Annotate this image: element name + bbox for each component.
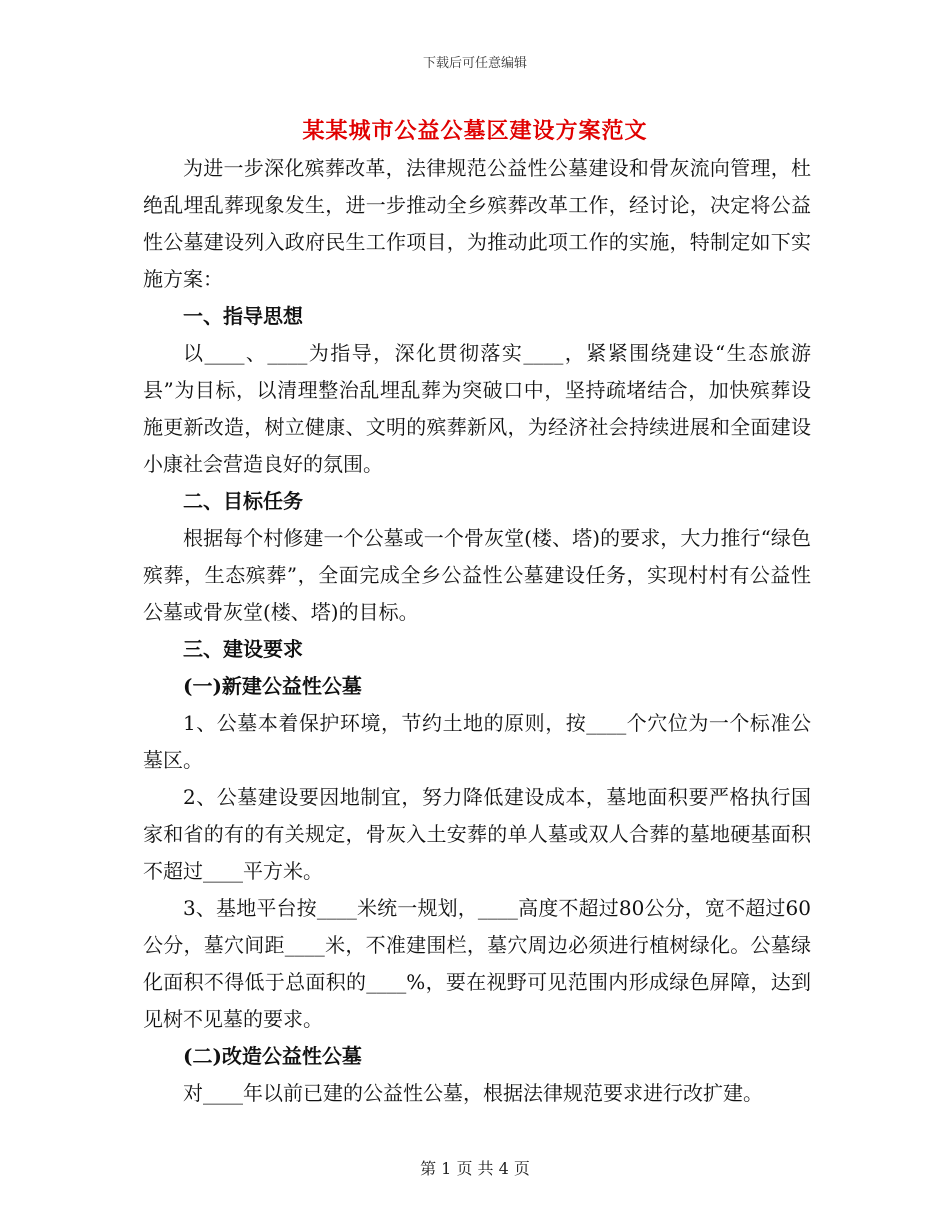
paragraph-target-task: 根据每个村修建一个公墓或一个骨灰堂(楼、塔)的要求，大力推行“绿色殡葬，生态殡葬”，全面完成全乡公益性公墓建设任务，实现村村有公益性公墓或骨灰堂(楼、塔)的目标。 <box>143 526 811 624</box>
paragraph-item-3: 3、基地平台按____米统一规划，____高度不超过80公分，宽不超过60公分，墓穴间距____米，不准建围栏，墓穴周边必须进行植树绿化。公墓绿化面积不得低于总面积的____%，要在视野可见范围内形成绿色屏障，达到见树不见墓的要求。 <box>143 896 811 1031</box>
paragraph-renovation: 对____年以前已建的公益性公墓，根据法律规范要求进行改扩建。 <box>183 1081 763 1105</box>
paragraph-item-2: 2、公墓建设要因地制宜，努力降低建设成本，墓地面积要严格执行国家和省的有的有关规定，骨灰入土安葬的单人墓或双人合葬的墓地硬基面积不超过____平方米。 <box>143 785 811 883</box>
page-footer: 第 1 页 共 4 页 <box>420 1159 530 1178</box>
heading-construction-requirements: 三、建设要求 <box>183 637 303 661</box>
document-body <box>143 150 811 1112</box>
document-title: 某某城市公益公墓区建设方案范文 <box>302 118 648 144</box>
subheading-renovate-cemetery: (二)改造公益性公墓 <box>183 1044 362 1068</box>
page-header: 下载后可任意编辑 <box>422 56 527 71</box>
paragraph-guiding-thought: 以____、____为指导，深化贯彻落实____，紧紧围绕建设“生态旅游县”为目标，以清理整治乱埋乱葬为突破口中，坚持疏堵结合，加快殡葬设施更新改造，树立健康、文明的殡葬新风，为经济社会持续进展和全面建设小康社会营造良好的氛围。 <box>143 341 811 476</box>
heading-guiding-thought: 一、指导思想 <box>183 304 303 328</box>
heading-target-task: 二、目标任务 <box>183 489 303 513</box>
subheading-new-cemetery: (一)新建公益性公墓 <box>183 674 362 698</box>
paragraph-intro: 为进一步深化殡葬改革，法律规范公益性公墓建设和骨灰流向管理，杜绝乱埋乱葬现象发生，进一步推动全乡殡葬改革工作，经讨论，决定将公益性公墓建设列入政府民生工作项目，为推动此项工作的实施，特制定如下实施方案： <box>143 156 811 291</box>
paragraph-item-1: 1、公墓本着保护环境，节约土地的原则，按____个穴位为一个标准公墓区。 <box>143 711 811 772</box>
